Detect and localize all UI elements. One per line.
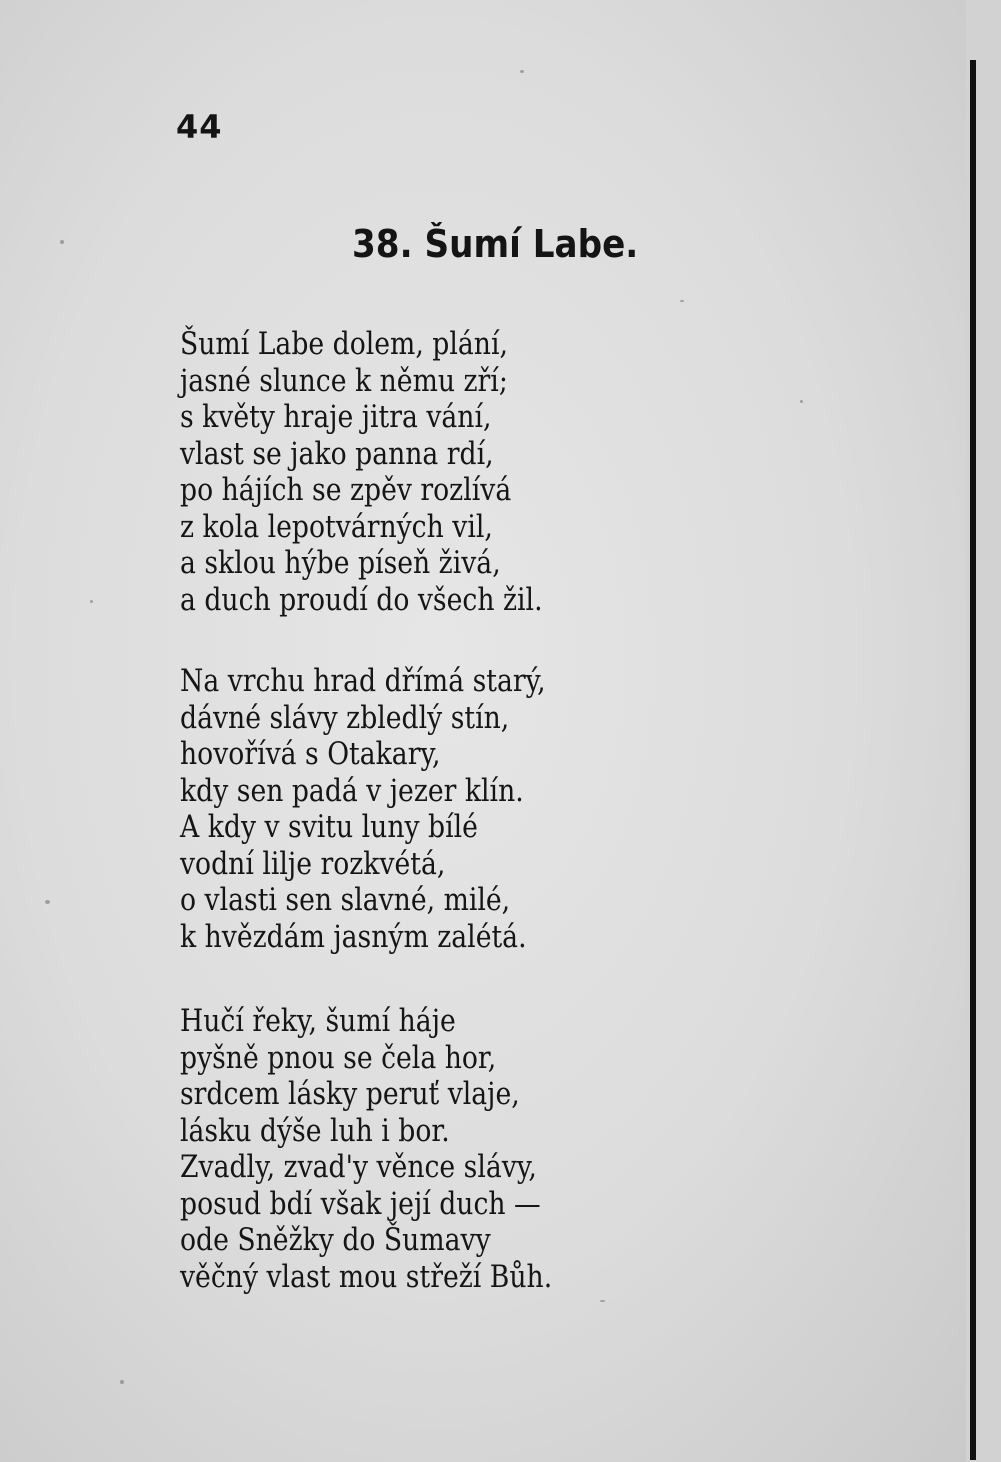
poem-line: lásku dýše luh i bor.: [180, 1112, 450, 1149]
poem-line: vodní lilje rozkvétá,: [180, 845, 446, 882]
poem-line: pyšně pnou se čela hor,: [180, 1039, 497, 1076]
paper-speck: [800, 400, 803, 403]
paper-speck: [600, 1300, 605, 1302]
poem-line: k hvězdám jasným zalétá.: [180, 918, 527, 955]
poem-line: posud bdí však její duch —: [180, 1185, 541, 1222]
poem-line: a sklou hýbe píseň živá,: [180, 545, 501, 581]
poem-line: o vlasti sen slavné, milé,: [180, 882, 511, 918]
binding-edge-line: [970, 60, 976, 1460]
poem-line: věčný vlast mou střeží Bůh.: [180, 1258, 553, 1295]
poem-line: po hájích se zpěv rozlívá: [180, 472, 512, 508]
poem-line: dávné slávy zbledlý stín,: [180, 699, 510, 736]
poem-line: kdy sen padá v jezer klín.: [180, 772, 524, 809]
stanza-3: [180, 1003, 552, 1295]
poem-line: hovořívá s Otakary,: [180, 736, 441, 772]
paper-speck: [90, 600, 93, 603]
poem-line: srdcem lásky peruť vlaje,: [180, 1076, 520, 1112]
paper-speck: [60, 240, 64, 244]
poem-line: s květy hraje jitra vání,: [180, 399, 492, 435]
paper-speck: [120, 1380, 124, 1384]
paper-speck: [520, 70, 524, 73]
poem-line: vlast se jako panna rdí,: [180, 435, 494, 472]
poem-line: Zvadly, zvad'y věnce slávy,: [180, 1149, 537, 1185]
paper-speck: [45, 900, 50, 904]
poem-line: z kola lepotvárných vil,: [180, 508, 493, 545]
poem-line: Hučí řeky, šumí háje: [180, 1003, 456, 1039]
poem-line: jasné slunce k němu zří;: [180, 362, 508, 399]
poem-line: ode Sněžky do Šumavy: [180, 1222, 491, 1258]
poem-line: A kdy v svitu luny bílé: [180, 809, 478, 845]
paper-speck: [680, 300, 684, 302]
poem-line: Šumí Labe dolem, plání,: [180, 326, 508, 362]
poem-line: a duch proudí do všech žil.: [180, 581, 543, 618]
page-number: 44: [176, 108, 223, 146]
stanza-1: [180, 326, 543, 618]
poem-line: Na vrchu hrad dřímá starý,: [180, 663, 546, 699]
stanza-2: [180, 663, 546, 955]
poem-title: 38. Šumí Labe.: [352, 222, 639, 266]
